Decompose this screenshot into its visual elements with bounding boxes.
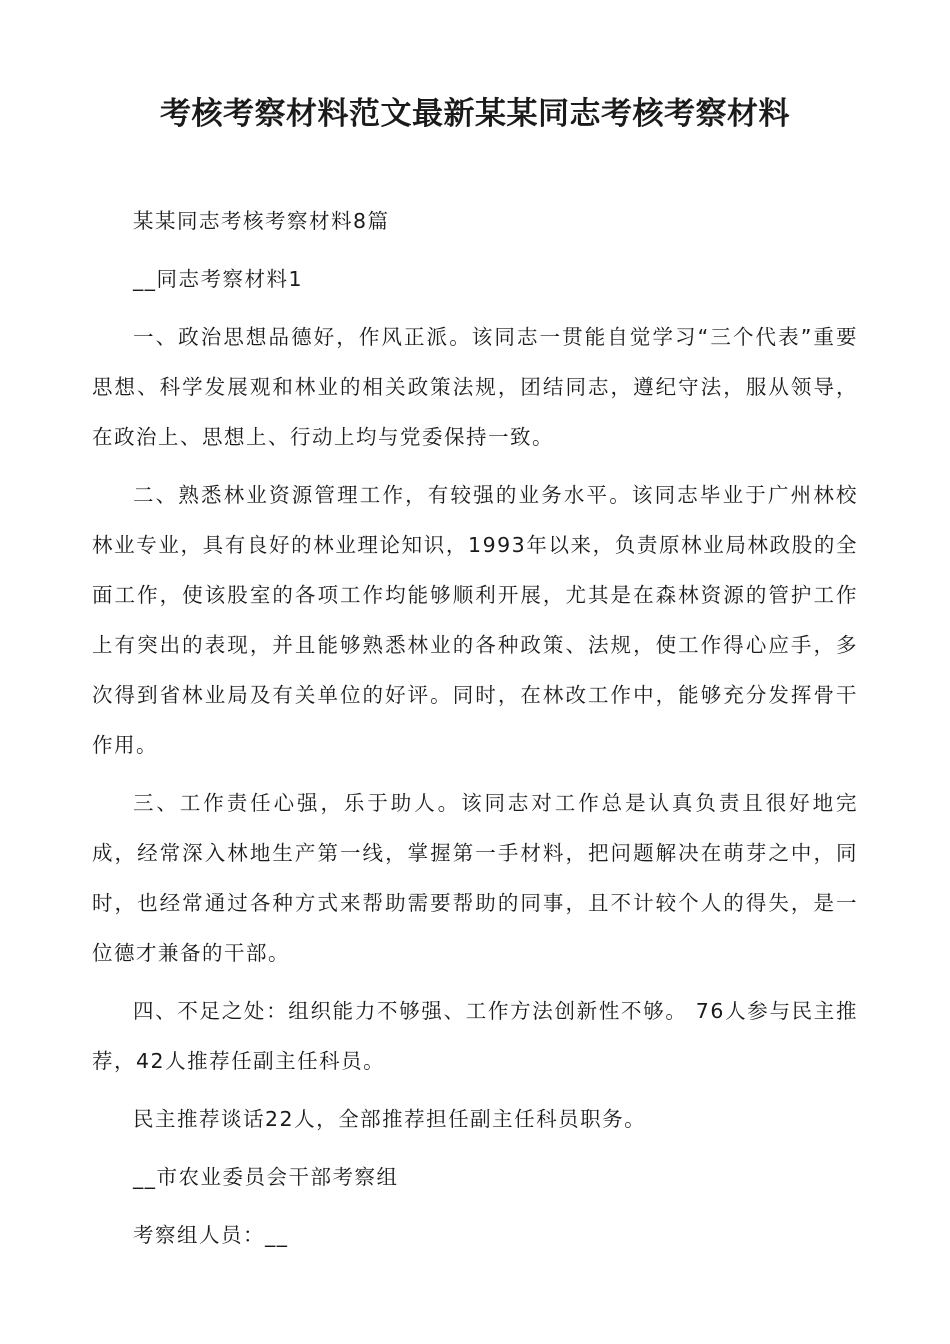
paragraph-team-members: 考察组人员：__ bbox=[133, 1223, 289, 1247]
paragraph-responsibility: 三、工作责任心强，乐于助人。该同志对工作总是认真负责且很好地完成，经常深入林地生产第一线，掌握第一手材料，把问题解决在萌芽之中，同时，也经常通过各种方式来帮助需要帮助的同事，且不计较个人的得失，是一位德才兼备的干部。 bbox=[92, 791, 858, 965]
paragraph-subtitle: 某某同志考核考察材料8篇 bbox=[133, 209, 390, 233]
paragraph-professional-skill: 二、熟悉林业资源管理工作，有较强的业务水平。该同志毕业于广州林校林业专业，具有良好的林业理论知识，1993年以来，负责原林业局林政股的全面工作，使该股室的各项工作均能够顺利开展，尤其是在森林资源的管护工作上有突出的表现，并且能够熟悉林业的各种政策、法规，使工作得心应手，多次得到省林业局及有关单位的好评。同时，在林改工作中，能够充分发挥骨干作用。 bbox=[92, 483, 858, 757]
paragraph-inspection-team: __市农业委员会干部考察组 bbox=[133, 1165, 399, 1189]
paragraph-recommendation: 民主推荐谈话22人，全部推荐担任副主任科员职务。 bbox=[133, 1107, 647, 1131]
document-body bbox=[92, 196, 858, 1268]
document-title: 考核考察材料范文最新某某同志考核考察材料 bbox=[160, 96, 790, 132]
paragraph-shortcomings: 四、不足之处：组织能力不够强、工作方法创新性不够。 76人参与民主推荐，42人推荐任副主任科员。 bbox=[92, 999, 858, 1073]
paragraph-political-quality: 一、政治思想品德好，作风正派。该同志一贯能自觉学习“三个代表”重要思想、科学发展观和林业的相关政策法规，团结同志，遵纪守法，服从领导，在政治上、思想上、行动上均与党委保持一致。 bbox=[92, 325, 858, 449]
paragraph-section-heading: __同志考察材料1 bbox=[133, 267, 304, 291]
